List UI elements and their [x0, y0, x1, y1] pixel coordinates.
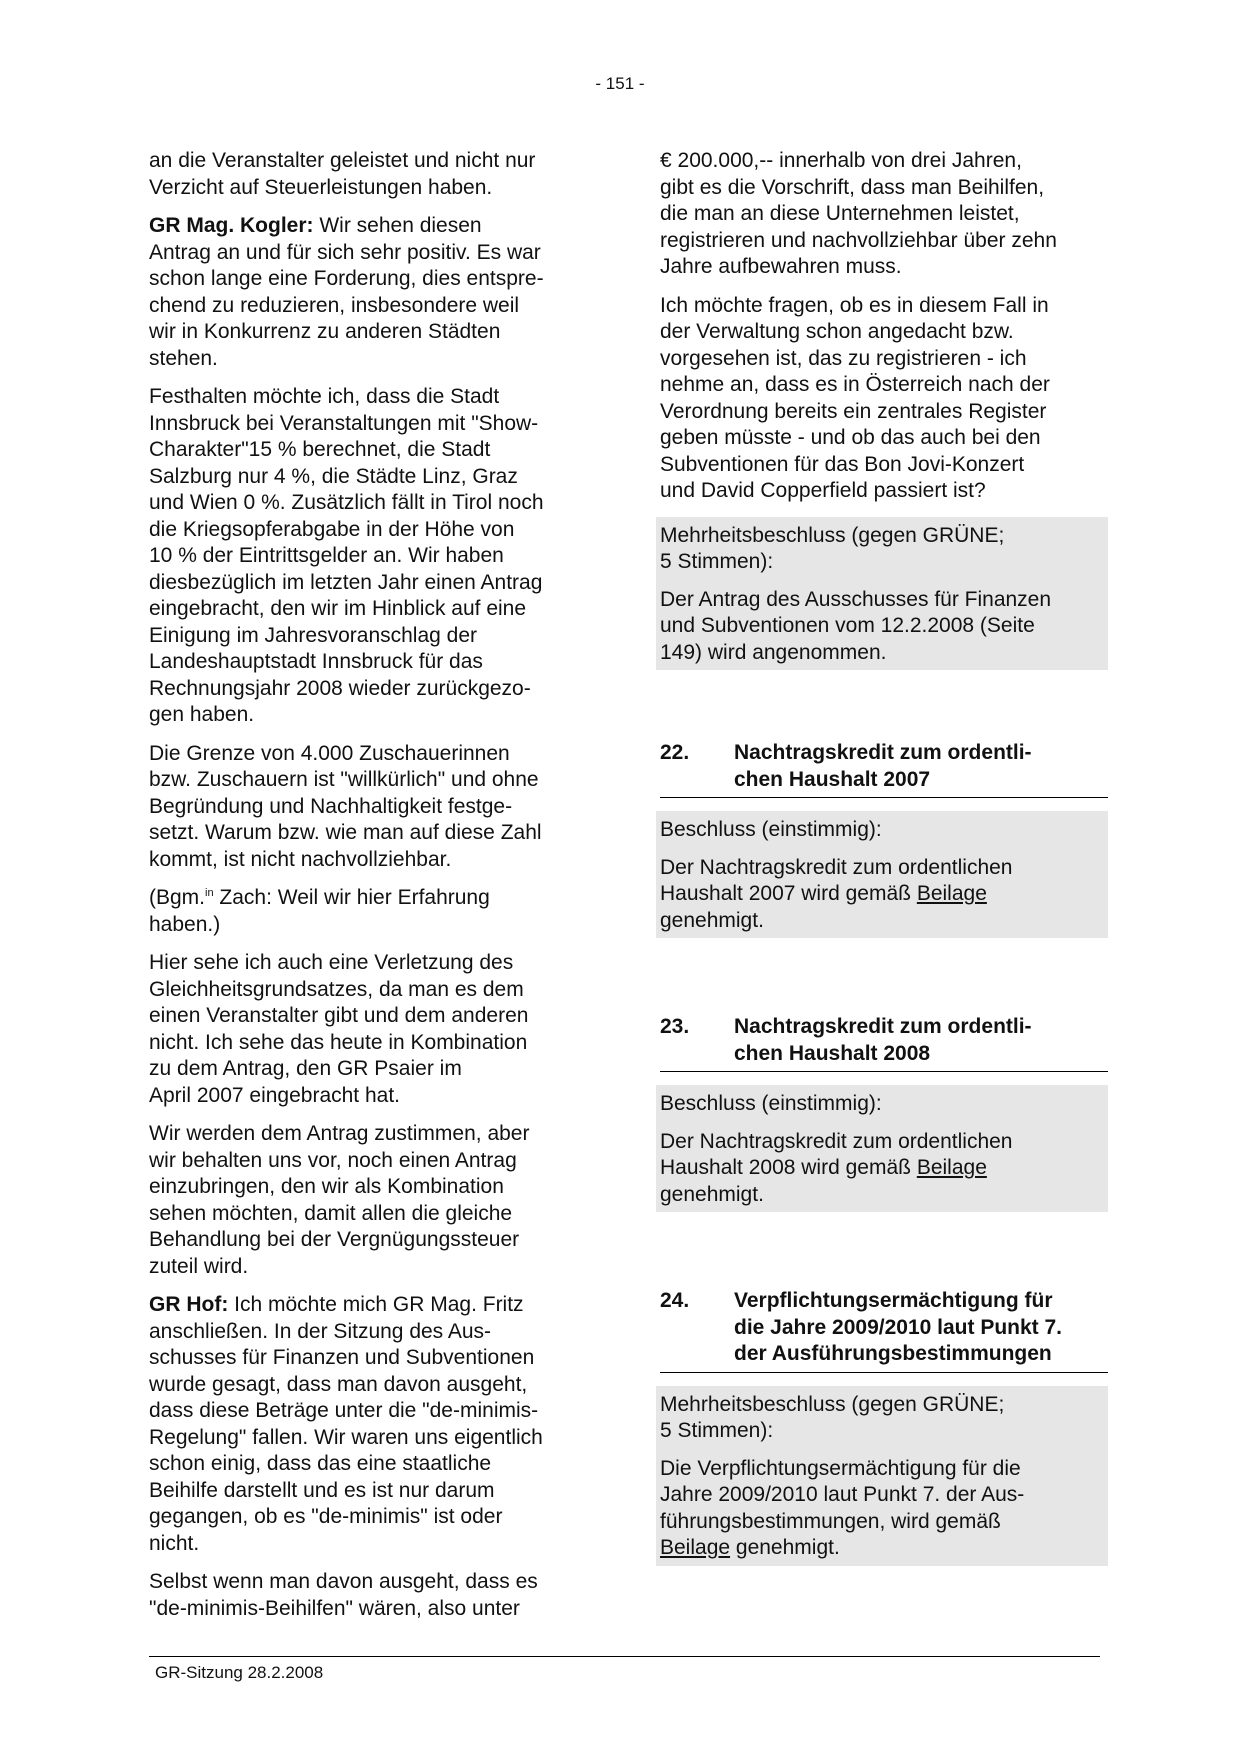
- agenda-item-23: [660, 1014, 1104, 1212]
- left-column: [149, 148, 587, 1634]
- decision-text: Der Nachtragskredit zum ordentlichen Haushalt 2007 wird gemäß Beilage genehmigt.: [660, 855, 1013, 932]
- paragraph: an die Veranstalter geleistet und nicht nur Verzicht auf Steuerleistungen haben.: [149, 149, 536, 199]
- decision-vote: Beschluss (einstimmig):: [660, 1092, 882, 1115]
- agenda-item-title: Nachtragskredit zum ordentli- chen Haushalt 2007: [734, 741, 1032, 791]
- interjection: (Bgm.$^{in}$ Zach: Weil wir hier Erfahrung haben.): [149, 886, 490, 936]
- paragraph: Wir werden dem Antrag zustimmen, aber wir behalten uns vor, noch einen Antrag einzubringen, den wir als Kombination sehen möchten, damit allen die gleiche Behandlung bei der Vergnügungssteuer zuteil wird.: [149, 1122, 530, 1278]
- beilage-link[interactable]: Beilage: [660, 1536, 731, 1559]
- agenda-item-heading: [660, 1288, 1108, 1373]
- page-number: - 151 -: [595, 74, 645, 93]
- agenda-item-22: [660, 740, 1104, 938]
- footer-divider: [149, 1656, 1100, 1657]
- footer-text: GR-Sitzung 28.2.2008: [155, 1663, 324, 1682]
- paragraph: Ich möchte fragen, ob es in diesem Fall in der Verwaltung schon angedacht bzw. vorgesehen ist, das zu registrieren - ich nehme an, dass es in Österreich nach der Verordnung bereits ein zentrales Register geben müsste - und ob das auch bei den Subventionen für das Bon Jovi-Konzert und David Copperfield passiert ist?: [660, 293, 1050, 502]
- beilage-link[interactable]: Beilage: [916, 882, 987, 905]
- decision-box: [656, 517, 1108, 671]
- superscript: in: [205, 887, 214, 899]
- right-column: [660, 148, 1104, 1566]
- agenda-item-heading: [660, 1014, 1108, 1072]
- decision-text: Die Verpflichtungsermächtigung für die Jahre 2009/2010 laut Punkt 7. der Aus- führungsbestimmungen, wird gemäß Beilage genehmigt.: [660, 1456, 1025, 1559]
- speech-text: Ich möchte mich GR Mag. Fritz anschließen. In der Sitzung des Aus- schusses für Finanzen und Subventionen wurde gesagt, dass man davon ausgeht, dass diese Beträge unter die "de-minimis- Regelung" fallen. Wir waren uns eigentlich schon einig, dass das eine staatliche Beihilfe darstellt und es ist nur darum gegangen, ob es "de-minimis" ist oder nicht.: [149, 1293, 543, 1555]
- agenda-item-title: Verpflichtungsermächtigung für die Jahre 2009/2010 laut Punkt 7. der Ausführungsbestimmungen: [734, 1289, 1063, 1365]
- speech-text: Wir sehen diesen Antrag an und für sich sehr positiv. Es war schon lange eine Forderung, dies entspre- chend zu reduzieren, insbesondere weil wir in Konkurrenz zu anderen Städten stehen.: [149, 214, 544, 370]
- decision-vote: Beschluss (einstimmig):: [660, 818, 882, 841]
- paragraph: [149, 1292, 587, 1557]
- speaker-name: GR Mag. Kogler:: [149, 214, 314, 237]
- paragraph: Selbst wenn man davon ausgeht, dass es "de-minimis-Beihilfen" wären, also unter: [149, 1570, 538, 1620]
- beilage-link[interactable]: Beilage: [916, 1156, 987, 1179]
- decision-vote: Mehrheitsbeschluss (gegen GRÜNE; 5 Stimmen):: [660, 523, 1005, 573]
- agenda-item-number: 22.: [660, 741, 690, 764]
- agenda-item-24: [660, 1288, 1104, 1566]
- agenda-item-heading: [660, 740, 1108, 798]
- agenda-item-number: 23.: [660, 1015, 690, 1038]
- agenda-item-number: 24.: [660, 1289, 690, 1312]
- paragraph: Festhalten möchte ich, dass die Stadt Innsbruck bei Veranstaltungen mit "Show- Charakter"15 % berechnet, die Stadt Salzburg nur 4 %, die Städte Linz, Graz und Wien 0 %. Zusätzlich fällt in Tirol noch die Kriegsopferabgabe in der Höhe von 10 % der Eintrittsgelder an. Wir haben diesbezüglich im letzten Jahr einen Antrag eingebracht, den wir im Hinblick auf eine Einigung im Jahresvoranschlag der Landeshauptstadt Innsbruck für das Rechnungsjahr 2008 wieder zurückgezo- gen haben.: [149, 385, 544, 726]
- decision-box: [656, 1386, 1108, 1566]
- paragraph: Die Grenze von 4.000 Zuschauerinnen bzw. Zuschauern ist "willkürlich" und ohne Begründung und Nachhaltigkeit festge- setzt. Warum bzw. wie man auf diese Zahl kommt, ist nicht nachvollziehbar.: [149, 741, 542, 871]
- decision-text: Der Antrag des Ausschusses für Finanzen und Subventionen vom 12.2.2008 (Seite 149) wird angenommen.: [660, 587, 1052, 664]
- decision-box: [656, 811, 1108, 938]
- agenda-item-title: Nachtragskredit zum ordentli- chen Haushalt 2008: [734, 1015, 1032, 1065]
- decision-text: Der Nachtragskredit zum ordentlichen Haushalt 2008 wird gemäß Beilage genehmigt.: [660, 1129, 1013, 1206]
- speaker-name: GR Hof:: [149, 1293, 229, 1316]
- paragraph: [149, 213, 587, 372]
- decision-box: [656, 1085, 1108, 1212]
- decision-vote: Mehrheitsbeschluss (gegen GRÜNE; 5 Stimmen):: [660, 1392, 1005, 1442]
- paragraph: Hier sehe ich auch eine Verletzung des Gleichheitsgrundsatzes, da man es dem einen Veranstalter gibt und dem anderen nicht. Ich sehe das heute in Kombination zu dem Antrag, den GR Psaier im April 2007 eingebracht hat.: [149, 951, 529, 1107]
- paragraph: € 200.000,-- innerhalb von drei Jahren, gibt es die Vorschrift, dass man Beihilfen, die man an diese Unternehmen leistet, registrieren und nachvollziehbar über zehn Jahre aufbewahren muss.: [660, 149, 1057, 278]
